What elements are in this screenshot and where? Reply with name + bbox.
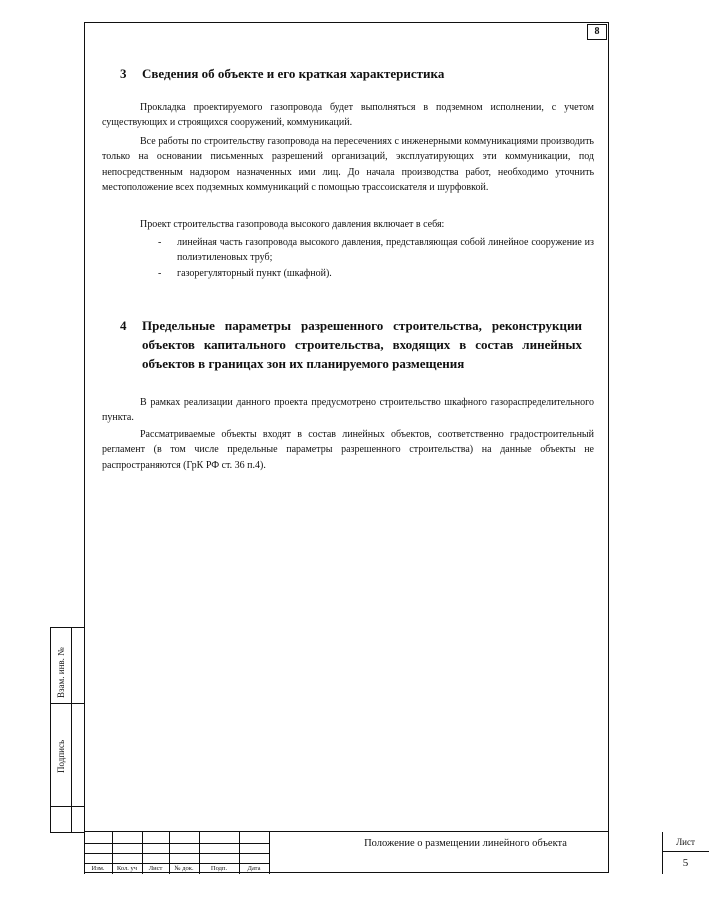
title-block [84, 831, 695, 873]
list-item-text: газорегуляторный пункт (шкафной). [177, 267, 332, 279]
signature-label: Подпись [56, 739, 66, 773]
col-date: Дата [247, 865, 261, 872]
section-3-list [102, 235, 594, 281]
sheet-number: 5 [682, 857, 689, 869]
section-3-paragraph-3: Проект строительства газопровода высокого давления включает в себя: [140, 219, 445, 230]
col-quantity: Кол. уч [116, 865, 138, 872]
section-4-paragraph-2: Рассматриваемые объекты входят в состав линейных объектов, соответственно градостроительный регламент (в том числе предельные параметры разрешенного строительства) на данные объекты не распространяются (ГрК РФ ст. 36 п.4). [102, 429, 594, 471]
section-3-paragraph-2: Все работы по строительству газопровода на пересечениях с инженерными коммуникациями производить только на основании письменных разрешений организаций, эксплуатирующих эти коммуникации, под непосредственным надзором назначенных ими лиц. До начала производства работ, необходимо уточнить местоположение всех подземных коммуникаций с помощью трассоискателя и шурфовкой. [102, 136, 594, 194]
section-3-number: 3 [120, 66, 127, 81]
section-4-number: 4 [120, 318, 127, 333]
sheet-label: Лист [662, 832, 709, 852]
replaced-inventory-label: Взам. инв. № [56, 647, 66, 698]
list-item-text: линейная часть газопровода высокого давления, представляющая собой линейное сооружение из полиэтиленовых труб; [177, 237, 594, 264]
section-4-title: Предельные параметры разрешенного строительства, реконструкции объектов капитального строительства, входящих в состав линейных объектов в границах зон их планируемого размещения [142, 318, 582, 371]
bullet-dash: - [158, 237, 162, 248]
bullet-dash: - [158, 267, 162, 279]
list-item [102, 266, 594, 281]
section-3-title: Сведения об объекте и его краткая характеристика [142, 66, 445, 81]
col-doc-number: № док. [174, 865, 194, 872]
col-sheet: Лист [148, 865, 163, 872]
section-4-paragraph-1: В рамках реализации данного проекта предусмотрено строительство шкафного газораспределительного пункта. [102, 397, 594, 424]
document-title: Положение о размещении линейного объекта [364, 838, 567, 849]
col-signature: Подп. [210, 865, 228, 872]
margin-stamp-table [50, 627, 84, 833]
list-item [102, 235, 594, 266]
col-change: Изм. [91, 865, 105, 872]
section-3-paragraph-1: Прокладка проектируемого газопровода будет выполняться в подземном исполнении, с учетом существующих и строящихся сооружений, коммуникаций. [102, 102, 594, 129]
page-number: 8 [587, 24, 607, 40]
